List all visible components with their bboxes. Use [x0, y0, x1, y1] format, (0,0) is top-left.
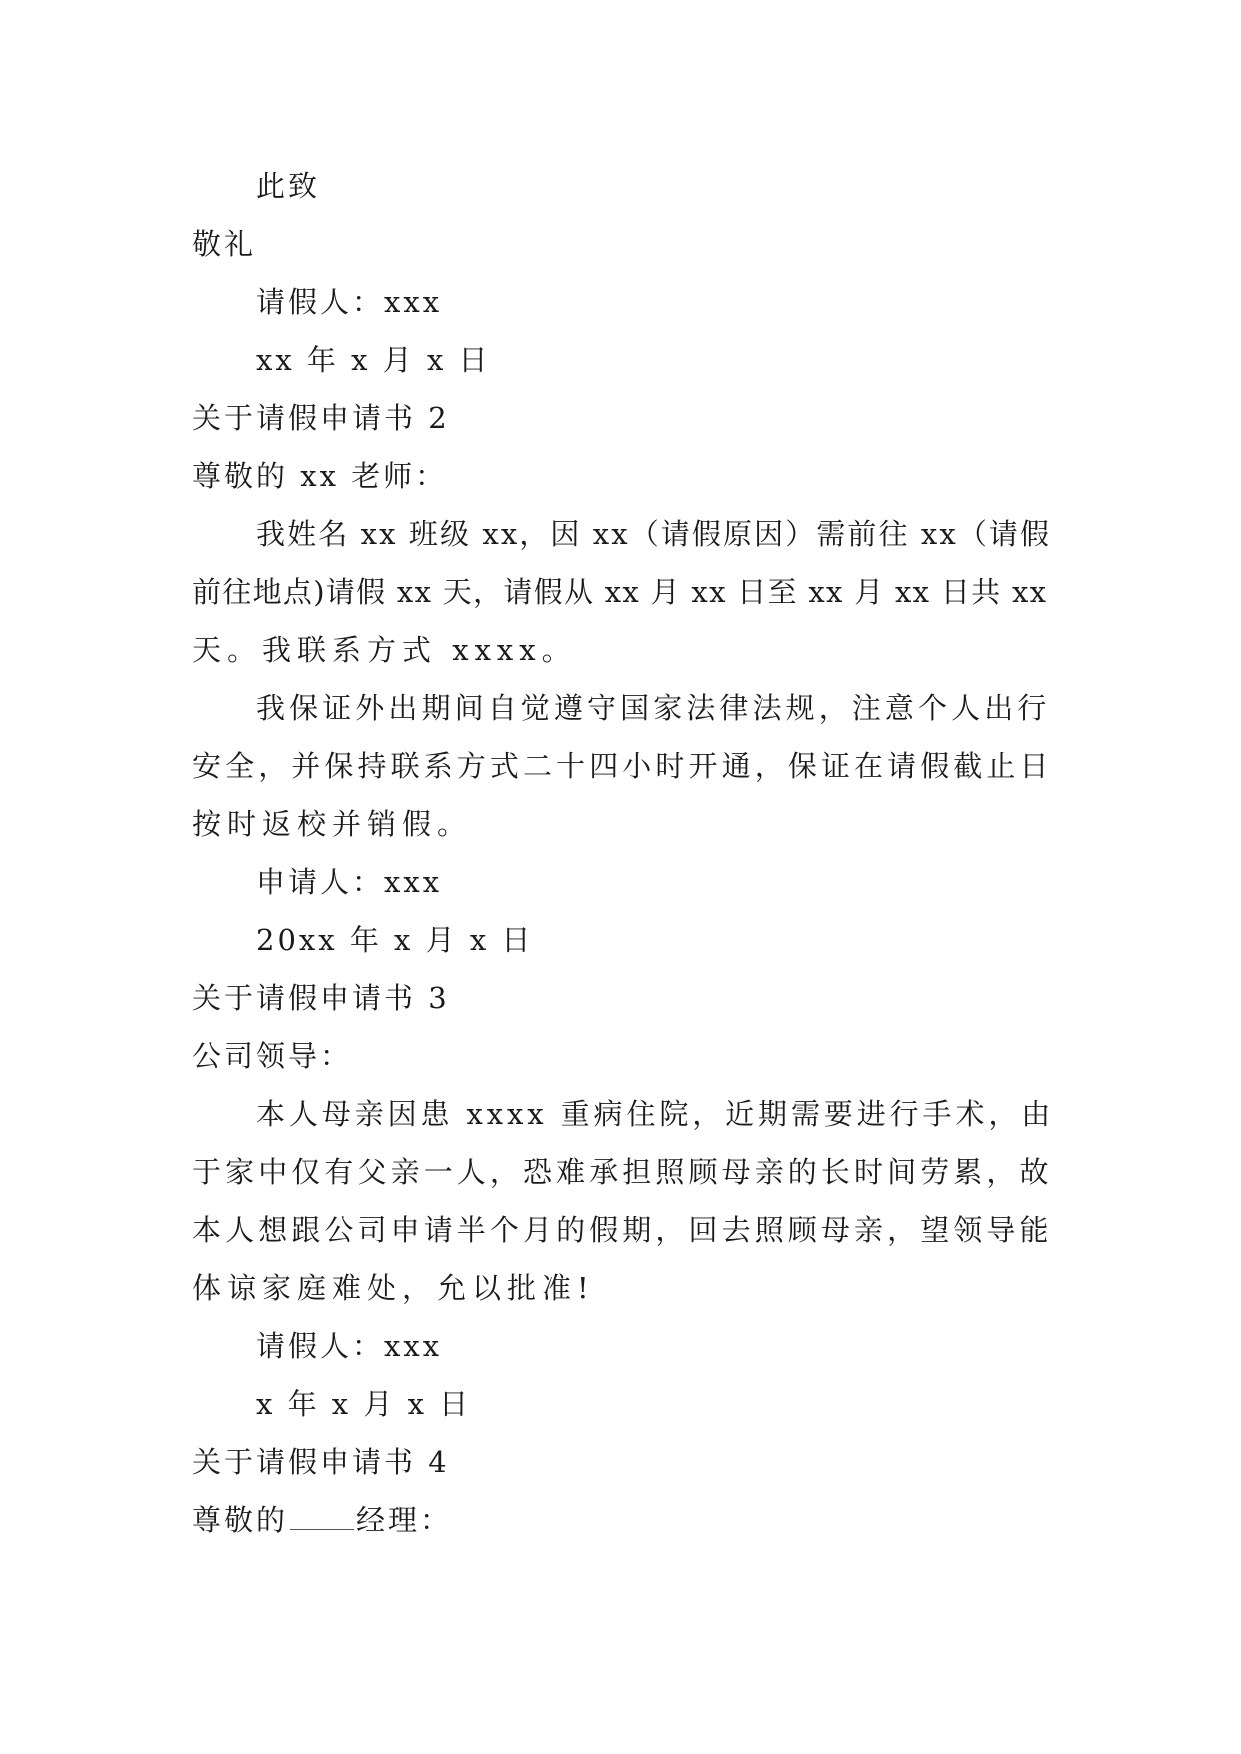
paragraph-line: 于家中仅有父亲一人，恐难承担照顾母亲的长时间劳累，故: [192, 1155, 1053, 1189]
paragraph-line: 本人想跟公司申请半个月的假期，回去照顾母亲，望领导能: [192, 1213, 1053, 1247]
paragraph-line: 我保证外出期间自觉遵守国家法律法规，注意个人出行: [256, 691, 1051, 725]
date-line: xx 年 x 月 x 日: [256, 343, 491, 377]
paragraph-line: 按时返校并销假。: [192, 807, 473, 841]
paragraph-line: 前往地点)请假 xx 天，请假从 xx 月 xx 日至 xx 月 xx 日共 xx: [192, 575, 1048, 609]
greeting-prefix: 尊敬的: [192, 1503, 289, 1537]
date-line: 20xx 年 x 月 x 日: [256, 923, 534, 957]
date-line: x 年 x 月 x 日: [256, 1387, 472, 1421]
paragraph-line: 安全，并保持联系方式二十四小时开通，保证在请假截止日: [192, 749, 1053, 783]
section-title: 关于请假申请书 2: [192, 401, 450, 435]
paragraph-line: 本人母亲因患 xxxx 重病住院，近期需要进行手术，由: [256, 1097, 1055, 1131]
signer-line: 请假人：xxx: [256, 285, 443, 319]
paragraph-line: 我姓名 xx 班级 xx，因 xx（请假原因）需前往 xx（请假: [256, 517, 1052, 551]
paragraph-line: 天。我联系方式 xxxx。: [192, 633, 577, 667]
greeting: [192, 1500, 452, 1540]
section-title: 关于请假申请书 3: [192, 981, 450, 1015]
greeting: 公司领导：: [192, 1039, 353, 1073]
closing-salutation: 此致: [256, 169, 321, 203]
closing-regards: 敬礼: [192, 227, 257, 261]
greeting-suffix: 经理：: [356, 1503, 453, 1537]
signer-line: 申请人：xxx: [256, 865, 443, 899]
paragraph-line: 体谅家庭难处，允以批准!: [192, 1271, 595, 1305]
section-title: 关于请假申请书 4: [192, 1445, 450, 1479]
greeting: 尊敬的 xx 老师：: [192, 459, 448, 493]
fill-in-blank: [290, 1501, 354, 1530]
signer-line: 请假人：xxx: [256, 1329, 443, 1363]
